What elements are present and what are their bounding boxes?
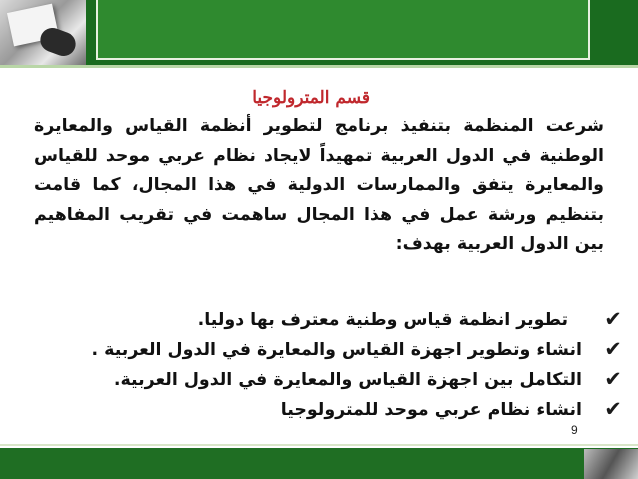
banner-panel [96,0,590,60]
list-item [0,306,638,334]
check-icon: ✔ [604,307,622,331]
page-number: 9 [571,423,578,437]
check-icon: ✔ [604,397,622,421]
top-banner [0,0,638,65]
list-item [0,366,638,394]
banner-photo [0,0,86,65]
footer-photo [584,449,638,479]
list-item [0,396,638,424]
check-icon: ✔ [604,367,622,391]
footer-divider [0,444,638,446]
check-icon: ✔ [604,337,622,361]
banner-divider [0,65,638,68]
bullet-text: التكامل بين اجهزة القياس والمعايرة في الدول العربية. [113,370,582,390]
banner-strip [590,0,638,65]
slide-title: قسم المترولوجيا [252,88,370,108]
bullet-text: انشاء نظام عربي موحد للمترولوجيا [280,400,582,420]
paragraph-text: شرعت المنظمة بتنفيذ برنامج لتطوير أنظمة القياس والمعايرة الوطنية في الدول العربية تمهيداً لايجاد نظام عربي موحد للقياس والمعايرة يتفق والممارسات الدولية في هذا المجال، كما قامت بتنظيم ورشة عمل في هذا المجال ساهمت في تقريب المفاهيم بين الدول العربية بهدف: [34,116,604,254]
bullet-text: انشاء وتطوير اجهزة القياس والمعايرة في الدول العربية . [91,340,582,360]
list-item [0,336,638,364]
bullet-text: تطوير انظمة قياس وطنية معترف بها دوليا. [197,310,568,330]
slide-paragraph [34,112,604,260]
bottom-banner [0,448,638,479]
